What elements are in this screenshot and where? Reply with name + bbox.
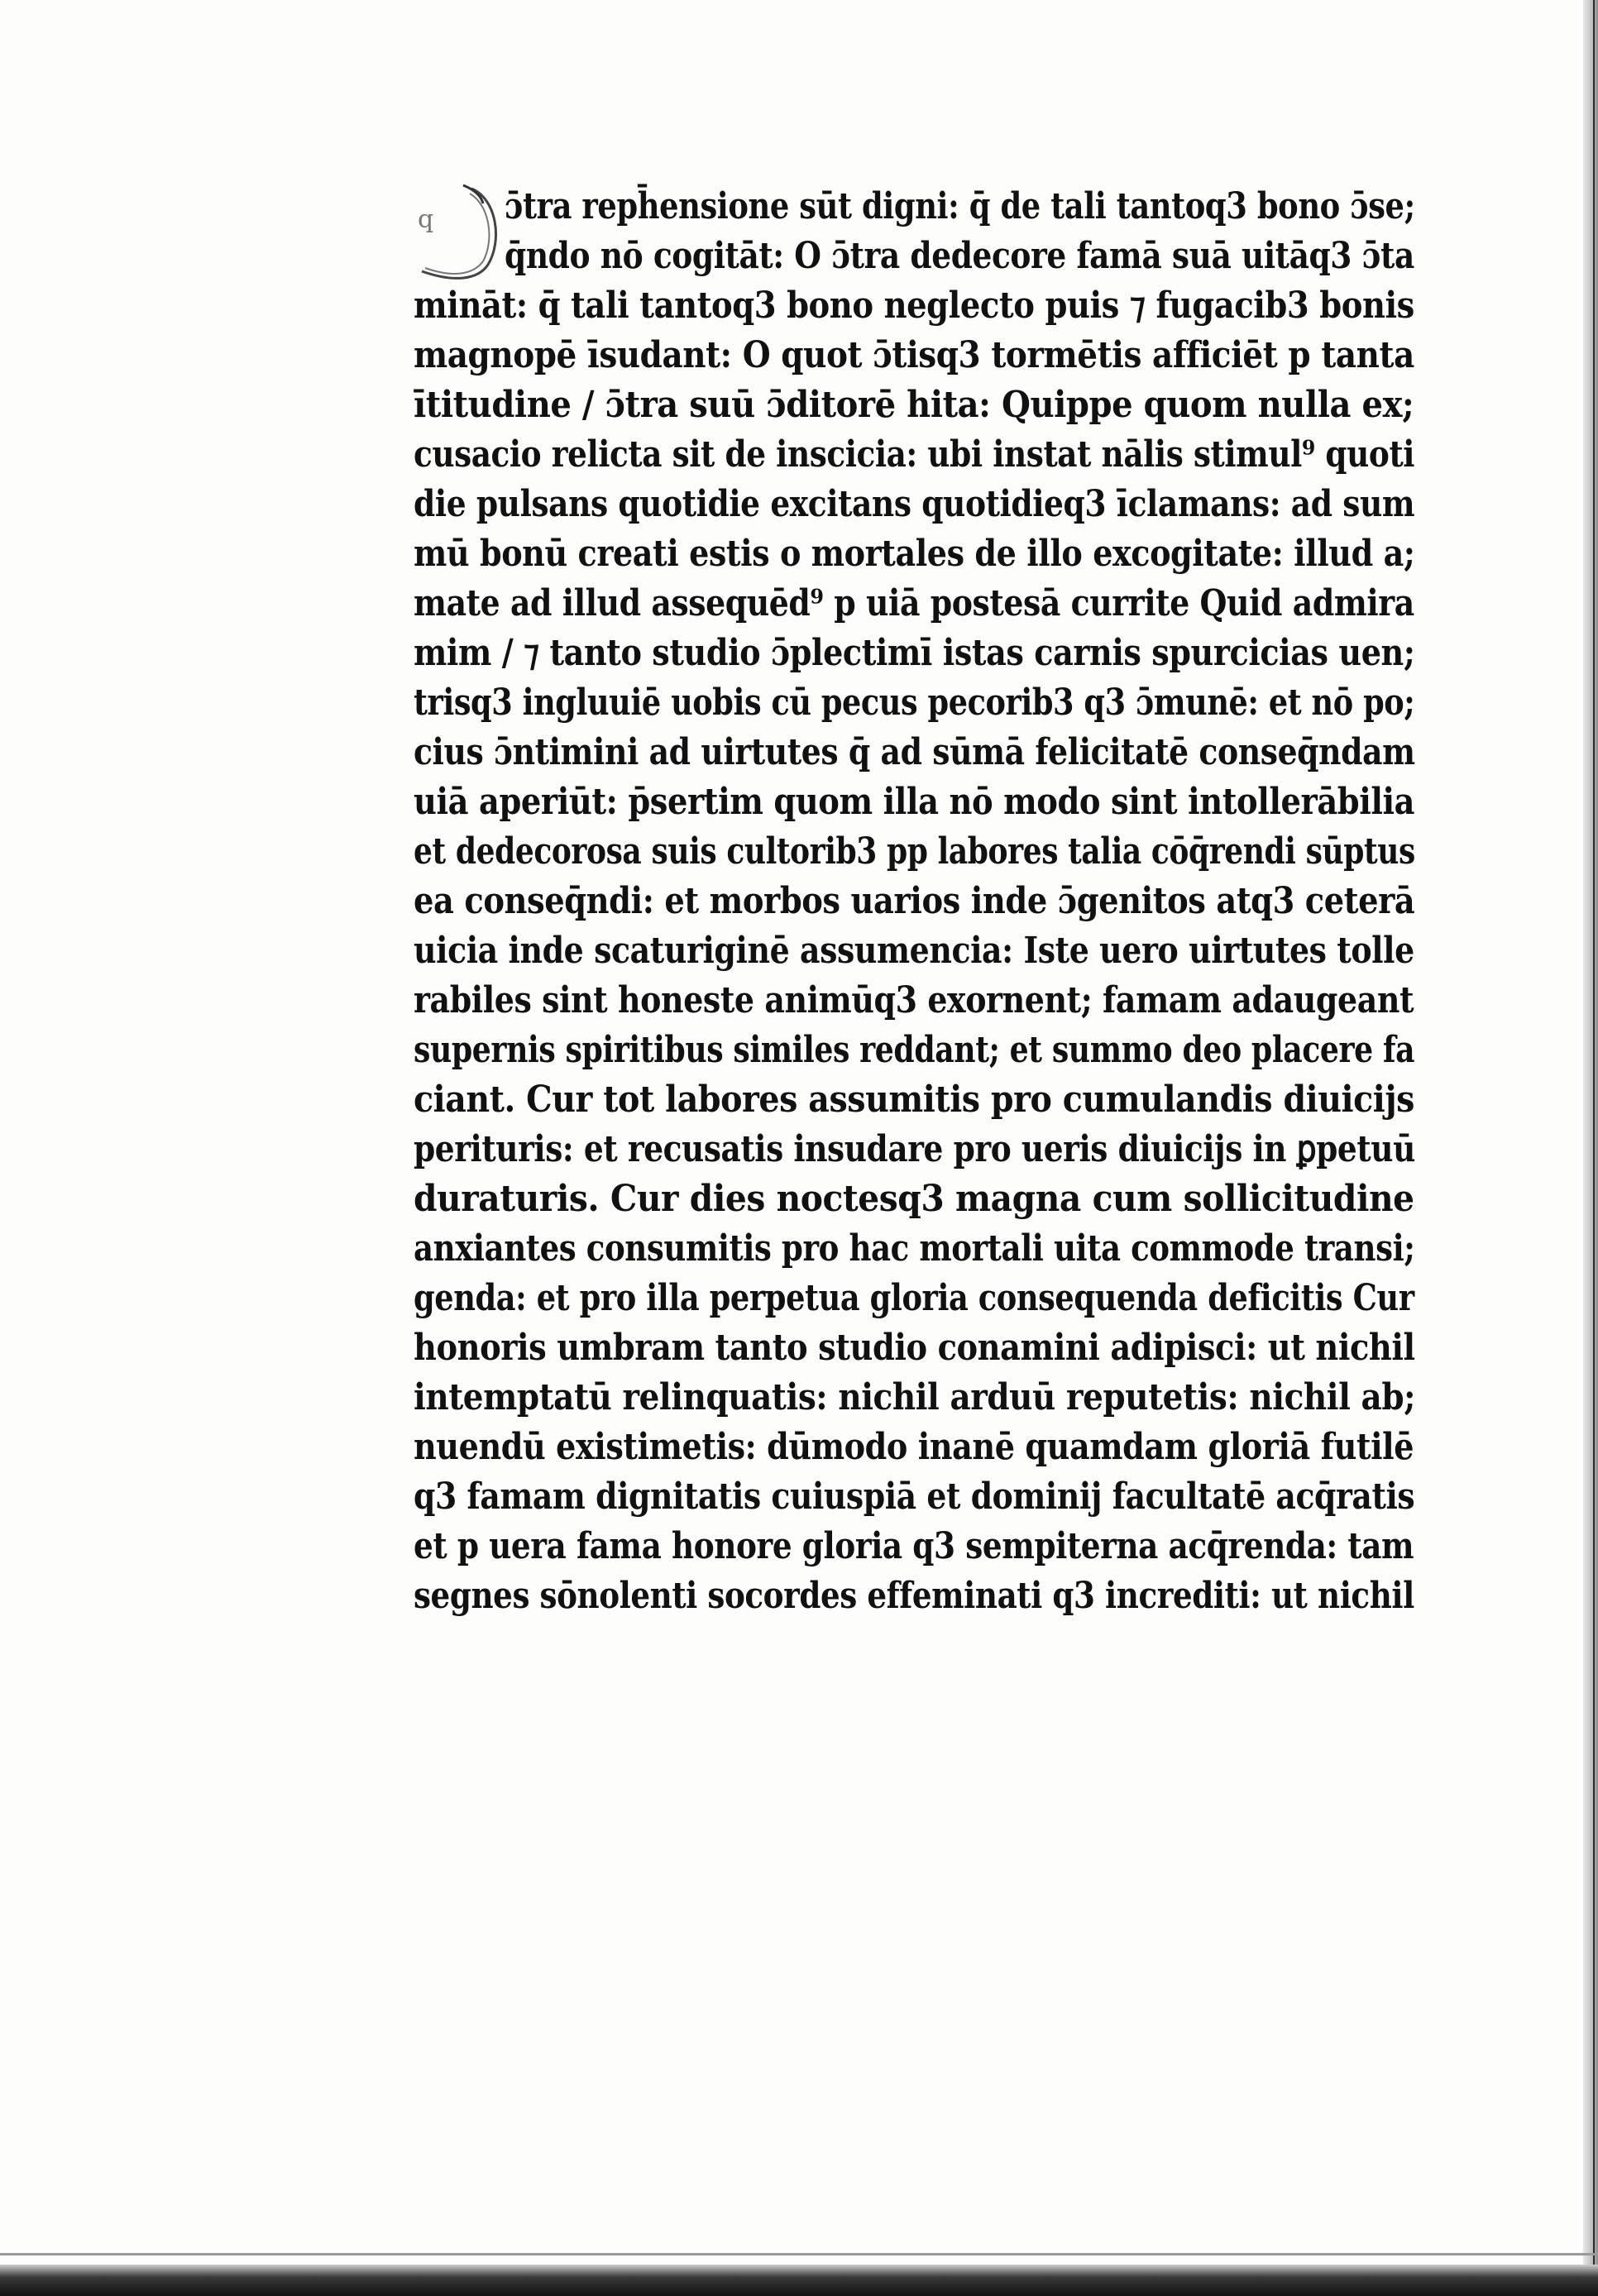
text-line: cusacio relicta sit de inscicia: ubi instat nālis stimul⁹ quoti — [414, 433, 1415, 476]
text-line: nuendū existimetis: dūmodo inanē quamdam gloriā futilē — [414, 1426, 1414, 1468]
text-line: mināt: q̄ tali tantoq3 bono neglecto puis ⁊ fugacib3 bonis — [414, 285, 1414, 327]
text-line: anxiantes consumitis pro hac mortali uita commode transi; — [414, 1227, 1415, 1270]
text-line: duraturis. Cur dies noctesq3 magna cum sollicitudine — [414, 1178, 1414, 1220]
decorated-initial — [414, 182, 505, 289]
text-line: mate ad illud assequēd⁹ p uiā postesā currite Quid admira — [414, 582, 1414, 624]
text-line: et p uera fama honore gloria q3 sempiterna acq̄renda: tam — [414, 1525, 1414, 1567]
text-line: ɔ̄tra reph̄ensione sūt digni: q̄ de tali tantoq3 bono ɔ̄se; — [505, 185, 1415, 227]
page-right-edge-line — [1593, 0, 1595, 2296]
text-line: mū bonū creati estis o mortales de illo excogitate: illud a; — [414, 533, 1415, 575]
text-line: q3 famam dignitatis cuiuspiā et dominij facultatē acq̄ratis — [414, 1476, 1415, 1518]
text-line: ea conseq̄ndi: et morbos uarios inde ɔ̄genitos atq3 ceterā — [414, 880, 1415, 922]
text-line: uiā aperiūt: p̄sertim quom illa nō modo sint intollerābilia — [414, 781, 1415, 823]
text-line: die pulsans quotidie excitans quotidieq3 īclamans: ad sum — [414, 483, 1415, 525]
text-line: segnes sōnolenti socordes effeminati q3 increditi: ut nichil — [414, 1575, 1414, 1617]
text-line: et dedecorosa suis cultorib3 pp labores talia cōq̄rendi sūptus — [414, 830, 1415, 873]
text-line: ītitudine / ɔ̄tra suū ɔ̄ditorē hita: Quippe quom nulla ex; — [414, 384, 1414, 426]
text-line: magnopē īsudant: O quot ɔ̄tisq3 tormētis afficiēt p tanta — [414, 334, 1414, 376]
text-line: uicia inde scaturiginē assumencia: Iste uero uirtutes tolle — [414, 930, 1414, 972]
text-line: q̄ndo nō cogitāt: O ɔ̄tra dedecore famā suā uitāq3 ɔ̄ta — [505, 235, 1414, 277]
guide-letter: q — [418, 205, 434, 234]
text-line: genda: et pro illa perpetua gloria consequenda deficitis Cur — [414, 1277, 1414, 1319]
page-right-edge — [1583, 0, 1598, 2296]
text-line: mim / ⁊ tanto studio ɔ̄plectimī istas carnis spurcicias uen; — [414, 632, 1415, 674]
text-line: honoris umbram tanto studio conamini adipisci: ut nichil — [414, 1327, 1415, 1369]
text-line: trisq3 ingluuiē uobis cū pecus pecorib3 q3 ɔ̄munē: et nō po; — [414, 682, 1415, 724]
page-bottom-band — [0, 2265, 1598, 2296]
page-bottom-line — [0, 2253, 1598, 2255]
text-line: rabiles sint honeste animūq3 exornent; famam adaugeant — [414, 979, 1414, 1021]
text-line: intemptatū relinquatis: nichil arduū reputetis: nichil ab; — [414, 1376, 1416, 1418]
text-line: perituris: et recusatis insudare pro ueris diuicijs in ꝑpetuū — [414, 1128, 1415, 1170]
text-line: ciant. Cur tot labores assumitis pro cumulandis diuicijs — [414, 1079, 1415, 1121]
text-line: supernis spiritibus similes reddant; et summo deo placere fa — [414, 1029, 1415, 1071]
text-line: cius ɔ̄ntimini ad uirtutes q̄ ad sūmā felicitatē conseq̄ndam — [414, 731, 1415, 773]
